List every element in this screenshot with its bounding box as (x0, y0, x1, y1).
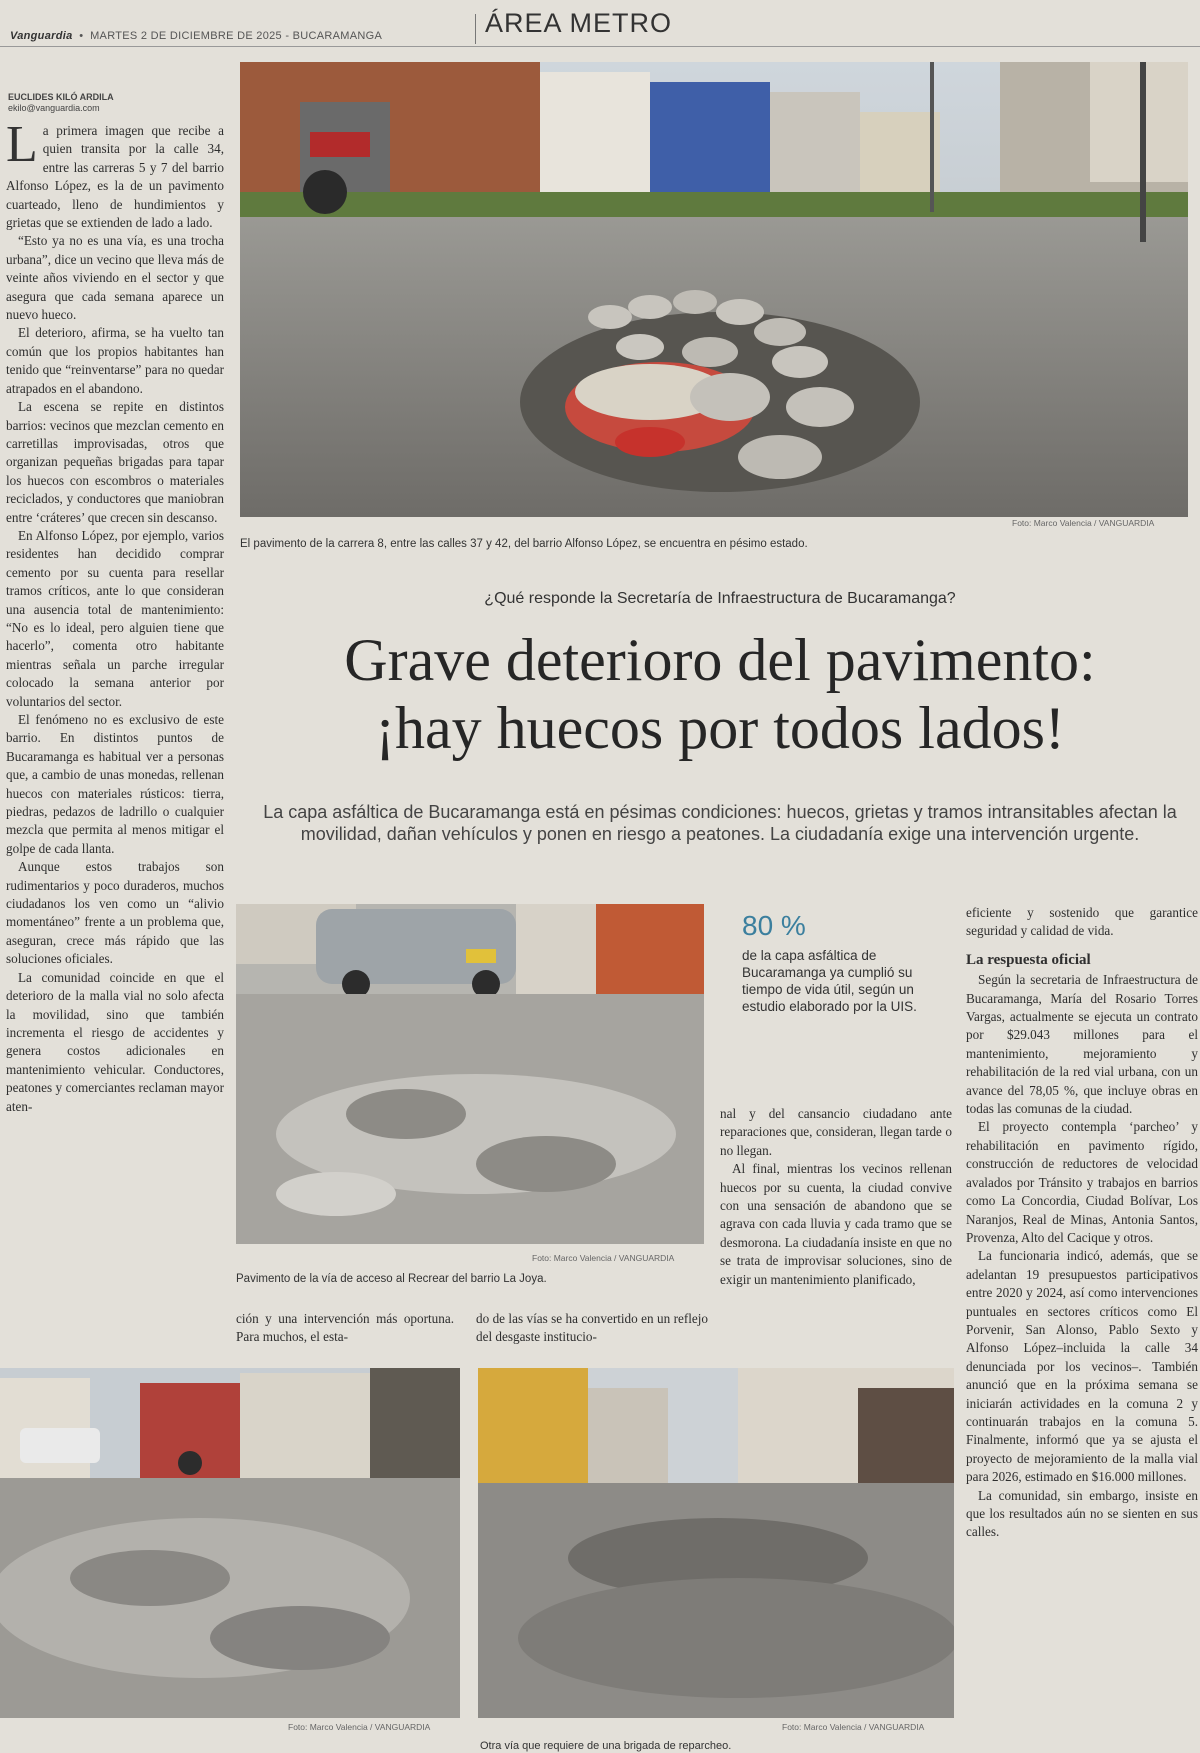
headline-line-1: Grave deterioro del pavimento: (344, 627, 1096, 693)
stat-value: 80 % (742, 910, 806, 941)
photo-la-joya-road (236, 904, 704, 1244)
byline (8, 92, 114, 114)
article-column-3 (720, 1105, 952, 1301)
paragraph: La comunidad, sin embargo, insiste en que los resultados aún no se sienten en sus calles. (966, 1487, 1198, 1540)
photo-credit: Foto: Marco Valencia / VANGUARDIA (782, 1722, 925, 1732)
photo-caption: El pavimento de la carrera 8, entre las calles 37 y 42, del barrio Alfonso López, se encuentra en pésimo estado. (240, 538, 808, 550)
paragraph: Aunque estos trabajos son rudimentarios y poco duraderos, muchos ciudadanos los ven como un “alivio momentáneo” frente a un problema que, aseguran, crece más rápido que las soluciones oficiales. (6, 859, 224, 967)
masthead: Vanguardia • MARTES 2 DE DICIEMBRE DE 2025 - BUCARAMANGA (10, 30, 383, 42)
article-column-3-continuation (476, 1310, 708, 1350)
paragraph: La funcionaria indicó, además, que se adelantan 19 presupuestos participativos entre 2020 y 2024, así como intervenciones puntuales en sectores críticos como El Porvenir, San Alonso, Pablo Sexto y Alfonso López–incluida la calle 34 denunciada por los vecinos–. También anunció que en la próxima semana se iniciarán actividades en la comuna 2 y continuarán trabajos en la comuna 5. Finalmente, informó que ya se ajusta el proyecto de mejoramiento de la malla vial para 2026, estimado en $16.000 millones. (966, 1248, 1198, 1485)
paragraph: El fenómeno no es exclusivo de este barrio. En distintos puntos de Bucaramanga es habitual ver a personas que, a cambio de unas monedas, rellenan huecos con materiales rústicos: tierra, piedras, pedazos de ladrillo o cualquier mezcla que permita al menos mitigar el golpe de cada llanta. (6, 712, 224, 856)
paragraph: El proyecto contempla ‘parcheo’ y rehabilitación en pavimento rígido, construcción de reductores de velocidad avalados por Tránsito y trabajos en barrios como La Concordia, Ciudad Bolívar, Los Naranjos, Real de Minas, Antonia Santos, Provenza, Alto del Cacique y otros. (966, 1119, 1198, 1245)
byline-name: EUCLIDES KILÓ ARDILA (8, 92, 114, 102)
headline-line-2: ¡hay huecos por todos lados! (375, 695, 1065, 761)
paragraph: Según la secretaria de Infraestructura de Bucaramanga, María del Rosario Torres Vargas, actualmente se ejecuta un contrato por $29.043 millones para el mantenimiento, mejoramiento y rehabilitación de la red vial urbana, con un avance del 78,05 %, que incluye obras en todas las comunas de la ciudad. (966, 972, 1198, 1117)
paragraph: El deterioro, afirma, se ha vuelto tan común que los propios habitantes han tenido que “reinventarse” para no quedar atrapados en el abandono. (6, 325, 224, 396)
stat-text: de la capa asfáltica de Bucaramanga ya cumplió su tiempo de vida útil, según un estudio elaborado por la UIS. (742, 948, 917, 1014)
header-rule (0, 46, 1200, 47)
dateline: MARTES 2 DE DICIEMBRE DE 2025 - BUCARAMANGA (90, 30, 383, 42)
photo-credit: Foto: Marco Valencia / VANGUARDIA (288, 1722, 431, 1732)
photo-caption: Otra vía que requiere de una brigada de reparcheo. (480, 1740, 732, 1752)
section-name: ÁREA METRO (485, 8, 673, 38)
paragraph: ción y una intervención más oportuna. Para muchos, el esta- (236, 1311, 454, 1345)
photo-credit: Foto: Marco Valencia / VANGUARDIA (1012, 518, 1155, 528)
paragraph: nal y del cansancio ciudadano ante reparaciones que, consideran, llegan tarde o no llegan. (720, 1106, 952, 1158)
brand-name: Vanguardia (10, 30, 73, 42)
photo-pothole-carrera-8 (240, 62, 1188, 517)
paragraph: “Esto ya no es una vía, es una trocha urbana”, dice un vecino que lleva más de veinte años viviendo en el sector y que asegura que cada semana aparece un nuevo hueco. (6, 233, 224, 323)
paragraph: eficiente y sostenido que garantice seguridad y calidad de vida. (966, 905, 1198, 939)
paragraph: do de las vías se ha convertido en un reflejo del desgaste institucio- (476, 1311, 708, 1345)
paragraph: La escena se repite en distintos barrios: vecinos que mezclan cemento en carretillas improvisadas, otros que organizan pequeñas brigadas para tapar los huecos con escombros o materiales reciclados, y conductores que maniobran entre ‘cráteres’ que crecen sin descanso. (6, 399, 224, 525)
subhead: La respuesta oficial (966, 951, 1091, 968)
section-divider (475, 14, 476, 44)
headline (240, 626, 1200, 762)
paragraph: En Alfonso López, por ejemplo, varios residentes han decidido comprar cemento por su cuenta para resellar tramos críticos, ante lo que consideran una ausencia total de mantenimiento: “No es lo ideal, pero alguien tiene que hacerlo”, comenta otro habitante mientras señala un parche irregular colocado la semana anterior por voluntarios del sector. (6, 527, 224, 709)
photo-caption: Pavimento de la vía de acceso al Recrear del barrio La Joya. (236, 1273, 547, 1285)
kicker: ¿Qué responde la Secretaría de Infraestructura de Bucaramanga? (484, 590, 956, 607)
paragraph: La comunidad coincide en que el deterioro de la malla vial no solo afecta la movilidad, sino que también incrementa el riesgo de accidentes y genera costos adicionales en mantenimiento vehicular. Conductores, peatones y comerciantes reclaman mayor aten- (6, 969, 224, 1114)
article-column-4 (966, 904, 1198, 1744)
paragraph: Al final, mientras los vecinos rellenan huecos por su cuenta, la ciudad convive con una sensación de abandono que se agrava con cada lluvia y cada tramo que se desmorona. La ciudadanía insiste en que no se trata de improvisar soluciones, sino de exigir un mantenimiento planificado, (720, 1161, 952, 1287)
byline-email: ekilo@vanguardia.com (8, 103, 100, 113)
photo-street-bottom-right (478, 1368, 954, 1718)
photo-street-bottom-left (0, 1368, 460, 1718)
article-column-1 (6, 122, 224, 1372)
drop-cap: L (6, 122, 38, 173)
paragraph: La primera imagen que recibe a quien transita por la calle 34, entre las carreras 5 y 7 del barrio Alfonso López, es la de un pavimento cuarteado, lleno de hundimientos y grietas que se extienden de lado a lado. (6, 122, 224, 231)
article-column-2 (236, 1310, 454, 1350)
deck: La capa asfáltica de Bucaramanga está en pésimas condiciones: huecos, grietas y tramos intransitables afectan la movilidad, dañan vehículos y ponen en riesgo a peatones. La ciudadanía exige una intervención urgente. (263, 802, 1177, 844)
photo-credit: Foto: Marco Valencia / VANGUARDIA (532, 1253, 675, 1263)
